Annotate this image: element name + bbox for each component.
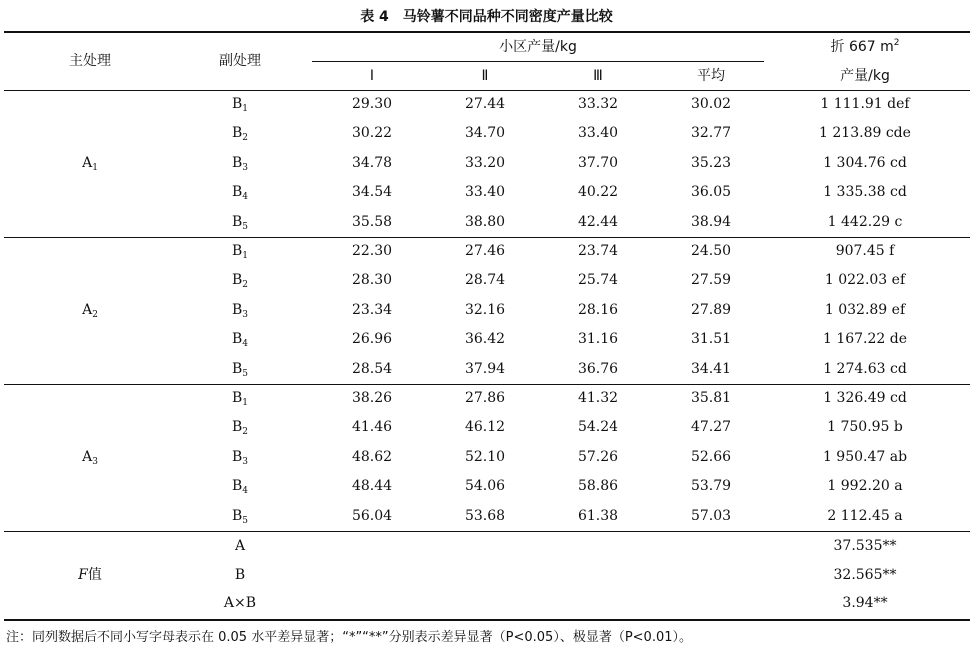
sub-treatment-label <box>190 154 290 172</box>
cell-r1: 28.30 <box>351 272 393 289</box>
main-treatment-index: 1 <box>92 162 98 173</box>
f-source-value: 37.535** <box>833 538 897 554</box>
cell-yield-667: 1 326.49 cd <box>823 390 907 406</box>
sub-treatment-letter: B <box>231 213 243 230</box>
cell-yield-667: 1 950.47 ab <box>822 448 908 465</box>
main-treatment-index: 2 <box>92 309 98 320</box>
sub-treatment-label <box>190 448 290 466</box>
cell-r1: 41.46 <box>351 419 393 436</box>
cell-r2: 28.74 <box>464 272 506 289</box>
cell-r1: 26.96 <box>351 331 393 348</box>
cell-r3: 40.22 <box>577 184 619 201</box>
cell-r1: 23.34 <box>351 301 393 318</box>
cell-yield-667: 1 992.20 a <box>827 478 903 495</box>
sub-treatment-label <box>190 213 290 231</box>
table-footnote: 注：同列数据后不同小写字母表示在 0.05 水平差异显著；“*”“**”分别表示差异显著（P<0.05）、极显著（P<0.01）。 <box>6 630 693 645</box>
f-source-value: 32.565** <box>833 566 897 583</box>
cell-r2: 36.42 <box>464 331 506 348</box>
cell-yield-667: 1 213.89 cde <box>819 125 911 142</box>
cell-r3: 28.16 <box>577 301 619 318</box>
sub-treatment-letter: B <box>231 272 243 289</box>
sub-treatment-index: 1 <box>242 398 249 408</box>
sub-treatment-letter: B <box>231 331 243 348</box>
cell-yield-667: 1 022.03 ef <box>824 272 906 289</box>
cell-r3: 58.86 <box>577 478 619 495</box>
cell-yield-667: 1 032.89 ef <box>824 301 906 318</box>
main-treatment-index: 3 <box>92 456 98 467</box>
sub-treatment-label <box>190 124 290 142</box>
cell-r1: 34.54 <box>351 184 393 201</box>
sub-treatment-label <box>190 477 290 495</box>
sub-treatment-index: 3 <box>242 309 249 320</box>
cell-yield-667: 1 304.76 cd <box>823 154 907 171</box>
cell-r2: 46.12 <box>464 419 506 436</box>
cell-r2: 33.20 <box>464 154 506 171</box>
header-rep-1: Ⅰ <box>369 68 375 84</box>
cell-r2: 52.10 <box>464 448 506 465</box>
bottom-rule <box>4 619 970 621</box>
sub-treatment-letter: B <box>231 96 243 112</box>
main-treatment-label <box>40 301 140 319</box>
cell-r2: 38.80 <box>464 213 506 230</box>
cell-r3: 42.44 <box>577 213 619 230</box>
cell-yield-667: 1 442.29 c <box>827 213 903 230</box>
cell-avg: 57.03 <box>690 507 732 524</box>
header-per-667-text: 折 667 m <box>830 39 894 55</box>
cell-r2: 53.68 <box>464 507 506 524</box>
sub-treatment-label <box>190 330 290 348</box>
sub-treatment-label <box>190 389 290 407</box>
cell-r1: 48.44 <box>351 478 393 495</box>
cell-avg: 31.51 <box>690 331 732 348</box>
cell-r2: 32.16 <box>464 301 506 318</box>
cell-r3: 36.76 <box>577 360 619 377</box>
header-average: 平均 <box>697 68 725 84</box>
cell-r3: 23.74 <box>577 243 619 259</box>
sub-treatment-index: 4 <box>242 339 249 350</box>
sub-treatment-index: 3 <box>242 162 249 173</box>
cell-r3: 33.40 <box>577 125 619 142</box>
cell-r3: 54.24 <box>577 419 619 436</box>
sub-treatment-letter: B <box>231 390 243 406</box>
header-per-667-unit: 产量/kg <box>840 68 890 84</box>
cell-yield-667: 1 111.91 def <box>820 96 910 112</box>
sub-treatment-index: 2 <box>242 427 249 438</box>
header-per-667-sup: 2 <box>893 38 900 48</box>
sub-treatment-index: 3 <box>242 456 249 467</box>
cell-avg: 27.59 <box>690 272 732 289</box>
cell-avg: 38.94 <box>690 213 732 230</box>
f-value-letter: F <box>78 566 88 583</box>
sub-treatment-index: 2 <box>242 133 249 144</box>
cell-r2: 37.94 <box>464 360 506 377</box>
main-treatment-label <box>40 154 140 172</box>
sub-treatment-index: 5 <box>242 515 249 526</box>
header-main-treatment: 主处理 <box>69 53 111 69</box>
cell-r3: 33.32 <box>577 96 619 112</box>
cell-r3: 37.70 <box>577 154 619 171</box>
header-rule <box>4 90 970 91</box>
sub-treatment-label <box>190 360 290 378</box>
sub-treatment-letter: B <box>231 301 243 318</box>
cell-r1: 35.58 <box>351 213 393 230</box>
sub-treatment-index: 1 <box>242 251 249 261</box>
sub-treatment-letter: B <box>231 125 243 142</box>
f-value-label <box>40 566 140 584</box>
f-source-name: A <box>234 538 246 554</box>
main-treatment-label <box>40 448 140 466</box>
cell-r2: 27.86 <box>464 390 506 406</box>
cell-yield-667: 1 750.95 b <box>827 419 903 436</box>
cell-r1: 34.78 <box>351 154 393 171</box>
cell-r3: 61.38 <box>577 507 619 524</box>
cell-r2: 54.06 <box>464 478 506 495</box>
cell-avg: 27.89 <box>690 301 732 318</box>
cell-avg: 35.23 <box>690 154 732 171</box>
group-rule-1 <box>4 237 970 238</box>
cell-avg: 24.50 <box>690 243 732 259</box>
main-treatment-letter: A <box>82 301 93 318</box>
cell-yield-667: 1 274.63 cd <box>823 360 907 377</box>
sub-treatment-letter: B <box>231 184 243 201</box>
cell-yield-667: 907.45 f <box>835 243 895 259</box>
sub-treatment-label <box>190 301 290 319</box>
cell-r3: 25.74 <box>577 272 619 289</box>
sub-treatment-letter: B <box>231 419 243 436</box>
cell-r3: 41.32 <box>577 390 619 406</box>
cell-avg: 34.41 <box>690 360 732 377</box>
header-rep-3: Ⅲ <box>593 68 603 84</box>
cell-avg: 36.05 <box>690 184 732 201</box>
f-source-name: B <box>234 566 246 583</box>
sub-treatment-label <box>190 271 290 289</box>
cell-avg: 30.02 <box>690 96 732 112</box>
sub-treatment-letter: B <box>231 243 243 259</box>
cell-avg: 32.77 <box>690 125 732 142</box>
sub-treatment-label <box>190 95 290 113</box>
sub-treatment-label <box>190 418 290 436</box>
main-treatment-letter: A <box>82 448 93 465</box>
f-source-name: A×B <box>223 595 257 611</box>
sub-treatment-index: 5 <box>242 368 249 379</box>
sub-treatment-label <box>190 507 290 525</box>
sub-treatment-letter: B <box>231 507 243 524</box>
cell-r1: 28.54 <box>351 360 393 377</box>
sub-treatment-label <box>190 242 290 260</box>
cell-r1: 30.22 <box>351 125 393 142</box>
sub-treatment-index: 1 <box>242 104 249 114</box>
top-rule <box>4 31 970 33</box>
cell-r2: 27.44 <box>464 96 506 112</box>
cell-r3: 31.16 <box>577 331 619 348</box>
cell-avg: 53.79 <box>690 478 732 495</box>
cell-avg: 47.27 <box>690 419 732 436</box>
cell-yield-667: 2 112.45 a <box>827 507 903 524</box>
cell-avg: 35.81 <box>690 390 732 406</box>
header-rep-2: Ⅱ <box>481 68 489 84</box>
main-treatment-letter: A <box>82 154 93 171</box>
cell-r2: 33.40 <box>464 184 506 201</box>
sub-treatment-label <box>190 183 290 201</box>
cell-r1: 56.04 <box>351 507 393 524</box>
group-rule-3 <box>4 531 970 532</box>
cell-avg: 52.66 <box>690 448 732 465</box>
header-plot-yield: 小区产量/kg <box>499 39 577 55</box>
sub-treatment-letter: B <box>231 448 243 465</box>
cell-yield-667: 1 335.38 cd <box>823 184 907 201</box>
group-rule-2 <box>4 384 970 385</box>
sub-treatment-letter: B <box>231 478 243 495</box>
cell-r1: 48.62 <box>351 448 393 465</box>
sub-treatment-index: 4 <box>242 486 249 497</box>
cell-r1: 29.30 <box>351 96 393 112</box>
header-sub-treatment: 副处理 <box>219 53 261 69</box>
cell-r2: 27.46 <box>464 243 506 259</box>
table-title: 表 4 马铃薯不同品种不同密度产量比较 <box>360 9 613 25</box>
sub-treatment-index: 5 <box>242 221 249 232</box>
f-value-suffix: 值 <box>87 566 102 583</box>
sub-treatment-letter: B <box>231 154 243 171</box>
header-subrule <box>312 61 764 62</box>
cell-r1: 38.26 <box>351 390 393 406</box>
cell-yield-667: 1 167.22 de <box>822 331 908 348</box>
header-per-667 <box>790 38 940 56</box>
sub-treatment-index: 4 <box>242 192 249 203</box>
f-source-value: 3.94** <box>842 595 888 611</box>
sub-treatment-letter: B <box>231 360 243 377</box>
cell-r2: 34.70 <box>464 125 506 142</box>
cell-r1: 22.30 <box>351 243 393 259</box>
sub-treatment-index: 2 <box>242 280 249 291</box>
cell-r3: 57.26 <box>577 448 619 465</box>
